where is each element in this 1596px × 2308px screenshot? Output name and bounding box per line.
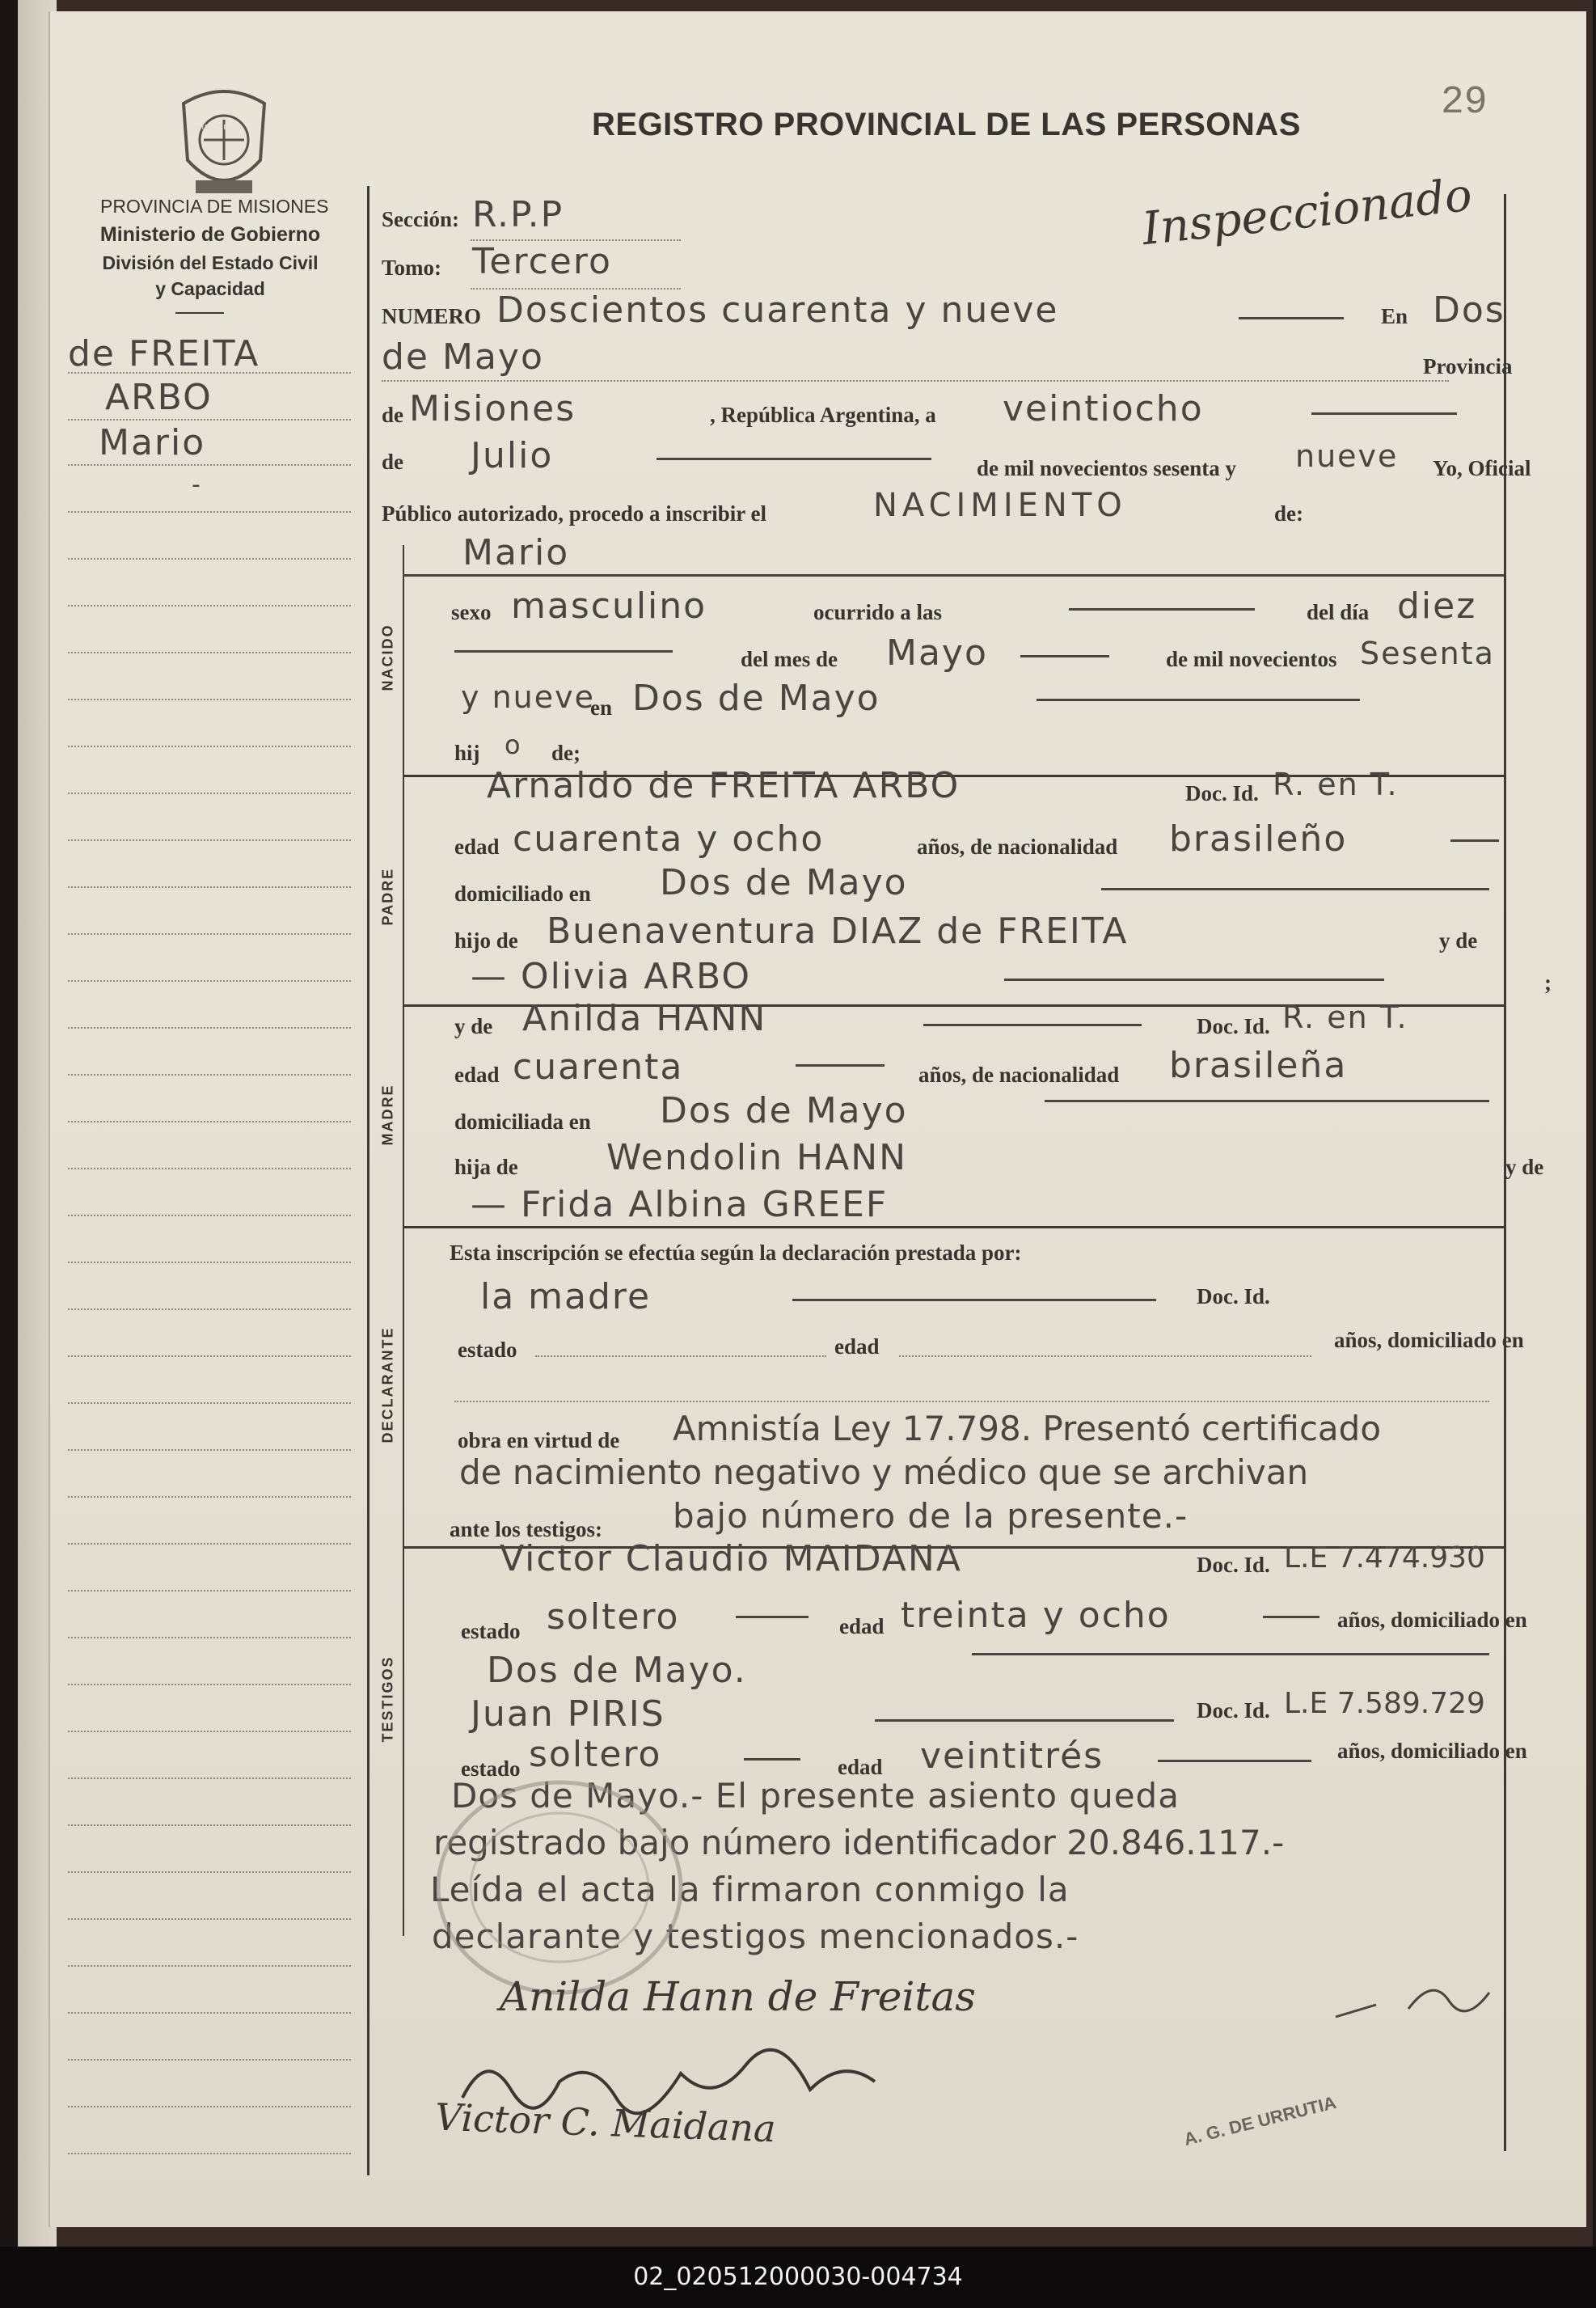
rule <box>736 1616 809 1618</box>
side-surname-2: ARBO <box>105 377 213 418</box>
ocurrido-label: ocurrido a las <box>813 600 942 624</box>
ink-stamp-icon <box>422 1766 697 2009</box>
padre-value: Arnaldo de FREITA ARBO <box>487 765 961 806</box>
side-rule <box>68 1777 351 1779</box>
madre-padre-value: Wendolin HANN <box>606 1137 908 1178</box>
testigo1-dom-value: Dos de Mayo. <box>487 1650 747 1691</box>
padre-padre-value: Buenaventura DIAZ de FREITA <box>547 911 1129 952</box>
side-rule <box>68 2106 351 2107</box>
y-de2-label: y de <box>454 1014 493 1038</box>
hija-de-label: hija de <box>454 1155 518 1179</box>
en-value: Dos <box>1433 290 1505 331</box>
y-de-label: y de <box>1439 928 1478 953</box>
padre-dom-value: Dos de Mayo <box>660 862 908 903</box>
madre-nac-value: brasileña <box>1169 1045 1348 1086</box>
side-rule <box>68 1027 351 1029</box>
side-rule <box>68 1637 351 1638</box>
dia-nac-value: diez <box>1397 585 1477 627</box>
testigo1-estado-value: soltero <box>547 1596 680 1638</box>
side-rule <box>68 1871 351 1873</box>
hijo-de-label: hijo de <box>454 928 518 953</box>
side-rule <box>68 464 351 466</box>
testigo2-doc-value: L.E 7.589.729 <box>1284 1687 1485 1720</box>
divider-madre <box>403 1226 1504 1228</box>
rule <box>744 1758 800 1761</box>
testigo2-value: Juan PIRIS <box>471 1693 665 1735</box>
domiciliado-label: domiciliado en <box>454 881 591 906</box>
testigos-label-text: ante los testigos: <box>450 1517 602 1541</box>
provincia-value: Misiones <box>409 388 576 429</box>
side-rule <box>68 839 351 841</box>
rule <box>657 458 931 460</box>
side-given-name: Mario <box>99 422 206 463</box>
madre-dom-value: Dos de Mayo <box>660 1090 908 1131</box>
rule <box>1020 655 1109 657</box>
provincial-crest-icon <box>171 79 277 201</box>
side-rule <box>68 1684 351 1685</box>
domiciliada-label: domiciliada en <box>454 1110 591 1134</box>
rule <box>403 574 1504 577</box>
padre-edad-value: cuarenta y ocho <box>513 818 825 860</box>
de3-label: de; <box>551 741 581 765</box>
rule <box>454 1401 1489 1402</box>
inspection-signature: Inspeccionado <box>1139 168 1475 256</box>
rule <box>1158 1760 1311 1762</box>
madre-edad-value: cuarenta <box>513 1046 684 1088</box>
dia-value: veintiocho <box>1003 388 1204 429</box>
division-label-2: y Capacidad <box>155 278 265 299</box>
form-left-border <box>367 186 369 2175</box>
division-label: División del Estado Civil <box>102 252 319 273</box>
padre-label: PADRE <box>379 867 396 926</box>
t1-edad-label: edad <box>839 1614 885 1638</box>
rule <box>792 1299 1156 1301</box>
de-label: de <box>382 403 403 427</box>
hij-label: hij <box>454 741 480 765</box>
side-rule <box>68 372 351 374</box>
side-rule <box>68 1402 351 1404</box>
t2-edad-label: edad <box>838 1755 883 1779</box>
madre-label: MADRE <box>379 1084 396 1146</box>
side-rule <box>68 1215 351 1216</box>
official-stamp: A. G. DE URRUTIA <box>1181 2092 1339 2150</box>
official-signature-icon <box>1328 1968 1505 2033</box>
testigo1-doc-value: L.E 7.474.930 <box>1284 1541 1485 1575</box>
anos-dom-label: años, domiciliado en <box>1334 1328 1524 1352</box>
rule <box>923 1024 1142 1026</box>
edad-label: edad <box>454 835 500 859</box>
side-rule <box>68 1355 351 1357</box>
side-divider <box>175 312 224 314</box>
side-surname-1: de FREITA <box>68 333 260 374</box>
side-rule <box>68 1262 351 1263</box>
publico-label: Público autorizado, procedo a inscribir el <box>382 501 766 526</box>
crest-text: MISIONES <box>196 124 234 131</box>
register-page <box>49 11 1586 2227</box>
nota-line-4: declarante y testigos mencionados.- <box>432 1917 1079 1956</box>
side-rule <box>68 1449 351 1451</box>
t2-anos-dom-label: años, domiciliado en <box>1337 1739 1527 1763</box>
page-title: REGISTRO PROVINCIAL DE LAS PERSONAS <box>592 107 1301 142</box>
tomo-value: Tercero <box>472 241 612 282</box>
side-rule <box>68 1824 351 1826</box>
anio-nac-value-2: y nueve <box>461 679 595 715</box>
rule <box>875 1719 1174 1722</box>
section-label-rule <box>403 545 404 1936</box>
y-de3-label: y de <box>1505 1155 1544 1179</box>
testigo2-doc-label: Doc. Id. <box>1197 1698 1270 1723</box>
numero-label: NUMERO <box>382 304 481 328</box>
side-rule <box>68 1965 351 1967</box>
sexo-label: sexo <box>451 600 492 624</box>
lugar-nac-value: Dos de Mayo <box>632 678 880 719</box>
side-rule <box>68 1121 351 1122</box>
rule <box>1101 888 1489 890</box>
provincia-label: Provincia <box>1423 354 1513 378</box>
rule <box>454 650 673 653</box>
declaracion-label: Esta inscripción se efectúa según la declaración prestada por: <box>450 1241 1022 1265</box>
scribble-signature-icon <box>454 2041 907 2122</box>
anos-nac-label: años, de nacionalidad <box>917 835 1118 859</box>
madre-doc-value: R. en T. <box>1282 1000 1408 1035</box>
t2-estado-label: estado <box>461 1756 521 1781</box>
madre-value: Anilda HANN <box>522 998 767 1039</box>
rule <box>1239 317 1344 319</box>
testigo2-estado-value: soltero <box>529 1734 662 1775</box>
side-rule <box>68 2059 351 2061</box>
obra-value: Amnistía Ley 17.798. Presentó certificado <box>673 1409 1382 1448</box>
del-mes-label: del mes de <box>741 647 838 671</box>
anio-value: nueve <box>1295 438 1399 474</box>
nota-line-1: Dos de Mayo.- El presente asiento queda <box>451 1776 1180 1816</box>
nota-line-3: Leída el acta la firmaron conmigo la <box>430 1870 1070 1909</box>
declarante-label: DECLARANTE <box>379 1326 396 1444</box>
obra-label: obra en virtud de <box>458 1428 620 1452</box>
rule <box>1311 412 1457 415</box>
side-rule <box>68 980 351 982</box>
de2-label: de <box>382 450 403 474</box>
madre-edad-label: edad <box>454 1063 500 1087</box>
side-rule <box>68 1731 351 1732</box>
rule <box>1045 1100 1489 1102</box>
semicolon: ; <box>1544 970 1552 995</box>
rule <box>1450 839 1499 842</box>
testigo1-value: Victor Claudio MAIDANA <box>500 1538 962 1579</box>
testigo-signature: Victor C. Maidana <box>434 2095 777 2151</box>
mes-nac-value: Mayo <box>886 632 988 674</box>
edad2-label: edad <box>834 1334 880 1359</box>
seccion-label: Sección: <box>382 207 459 231</box>
declarante-doc-label: Doc. Id. <box>1197 1284 1270 1308</box>
anio-nac-value-1: Sesenta <box>1360 636 1495 671</box>
acto-value: NACIMIENTO <box>873 487 1127 524</box>
rule <box>1263 1616 1319 1618</box>
side-rule <box>68 746 351 747</box>
testigos-label: TESTIGOS <box>379 1655 396 1743</box>
rule <box>1004 979 1384 981</box>
side-rule <box>68 1496 351 1498</box>
ministry-label: Ministerio de Gobierno <box>99 223 321 246</box>
rule <box>972 1653 1489 1655</box>
padre-doc-value: R. en T. <box>1273 767 1399 802</box>
side-rule <box>68 1074 351 1076</box>
estado-label: estado <box>458 1338 517 1362</box>
side-rule <box>68 793 351 794</box>
nacido-label: NACIDO <box>379 623 396 691</box>
nombre-value: Mario <box>462 532 570 573</box>
rule <box>382 380 1449 382</box>
obra-value-3: bajo número de la presente.- <box>673 1496 1189 1536</box>
side-rule <box>68 699 351 700</box>
mil2-label: de mil novecientos <box>1166 647 1337 671</box>
mes-value: Julio <box>471 435 554 476</box>
obra-value-2: de nacimiento negativo y médico que se archivan <box>459 1452 1309 1492</box>
side-rule <box>68 2153 351 2154</box>
de-colon-label: de: <box>1274 501 1303 526</box>
rule <box>899 1355 1311 1357</box>
mil-label: de mil novecientos sesenta y <box>977 456 1236 480</box>
rule <box>1069 608 1255 611</box>
page-number: 29 <box>1441 81 1488 125</box>
sexo-value: masculino <box>511 585 707 627</box>
testigo1-edad-value: treinta y ocho <box>901 1595 1171 1636</box>
side-rule <box>68 933 351 935</box>
side-rule <box>68 511 351 513</box>
madre-doc-label: Doc. Id. <box>1197 1014 1270 1038</box>
side-rule <box>68 605 351 607</box>
side-rule <box>68 1543 351 1545</box>
madre-madre-value: — Frida Albina GREEF <box>471 1184 889 1225</box>
madre-signature: Anilda Hann de Freitas <box>500 1973 976 2020</box>
side-rule <box>68 1308 351 1310</box>
side-rule <box>68 419 351 421</box>
rule <box>1037 699 1360 701</box>
rule <box>535 1355 826 1357</box>
side-rule <box>68 1590 351 1592</box>
testigo1-doc-label: Doc. Id. <box>1197 1553 1270 1577</box>
padre-nac-value: brasileño <box>1169 818 1348 860</box>
archive-id-footer: 02_020512000030-004734 <box>0 2247 1596 2308</box>
padre-doc-label: Doc. Id. <box>1185 781 1259 805</box>
republica-label: , República Argentina, a <box>710 403 936 427</box>
tomo-label: Tomo: <box>382 256 442 280</box>
t1-anos-dom-label: años, domiciliado en <box>1337 1608 1527 1632</box>
yo-label: Yo, Oficial <box>1433 456 1531 480</box>
hij-suffix: o <box>505 729 522 760</box>
en2-label: en <box>590 695 612 720</box>
side-rule <box>68 2012 351 2014</box>
side-rule <box>68 1918 351 1920</box>
testigo2-edad-value: veintitrés <box>920 1735 1104 1777</box>
declarante-value: la madre <box>480 1276 652 1317</box>
province-label: PROVINCIA DE MISIONES <box>100 196 329 217</box>
nota-line-2: registrado bajo número identificador 20.846.117.- <box>433 1823 1285 1862</box>
t1-estado-label: estado <box>461 1619 521 1643</box>
anos-nac-label-2: años, de nacionalidad <box>918 1063 1120 1087</box>
seccion-value: R.P.P <box>472 194 564 235</box>
side-rule <box>68 1168 351 1169</box>
numero-value: Doscientos cuarenta y nueve <box>496 290 1059 331</box>
padre-madre-value: — Olivia ARBO <box>471 956 751 997</box>
en-label: En <box>1381 304 1408 328</box>
book-spread <box>18 0 1593 2247</box>
side-rule <box>68 886 351 888</box>
side-rule <box>68 558 351 560</box>
side-dash: - <box>192 471 202 499</box>
lugar-value: de Mayo <box>382 336 544 378</box>
del-dia-label: del día <box>1307 600 1370 624</box>
rule <box>796 1064 885 1067</box>
side-rule <box>68 652 351 653</box>
